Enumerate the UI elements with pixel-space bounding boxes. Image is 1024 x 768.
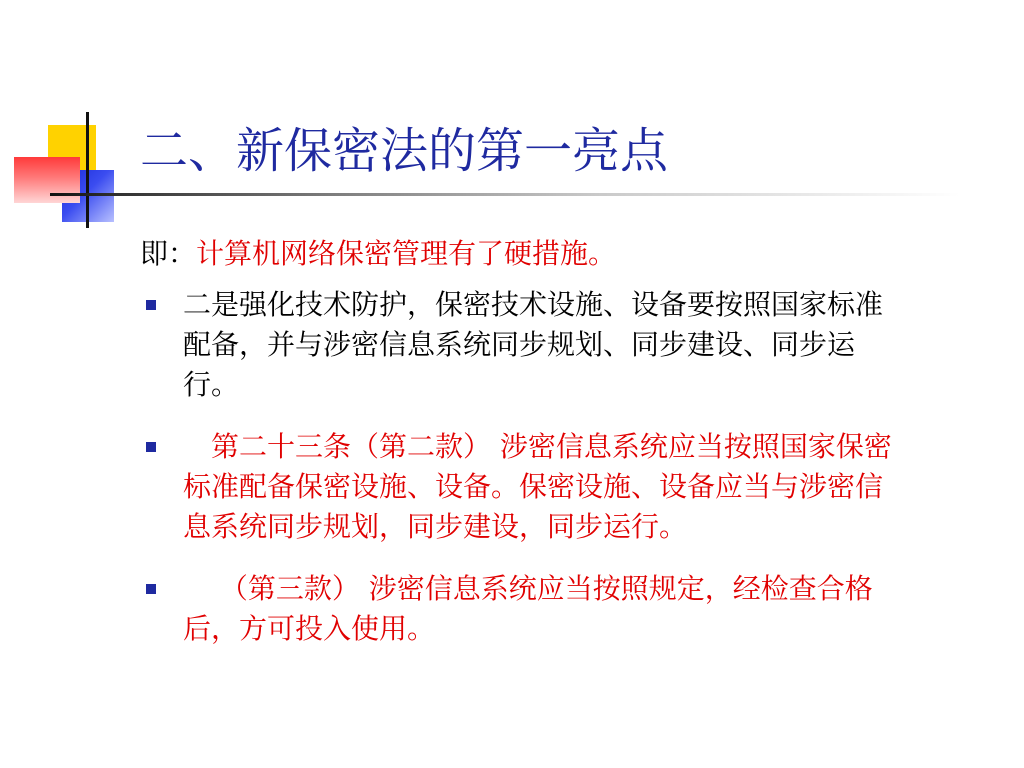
bullet-square-icon (146, 584, 156, 594)
decorative-red-square (14, 157, 80, 203)
bullet-text: 第二十三条（第二款） 涉密信息系统应当按照国家保密标准配备保密设施、设备。保密设施、设备应当与涉密信息系统同步规划，同步建设，同步运行。 (183, 430, 892, 543)
bullet-square-icon (146, 300, 156, 310)
intro-highlight: 计算机网络保密管理有了硬措施。 (196, 237, 617, 270)
bullet-text: 二是强化技术防护，保密技术设施、设备要按照国家标准配备，并与涉密信息系统同步规划、同步建设、同步运行。 (183, 288, 884, 401)
bullet-text: （第三款） 涉密信息系统应当按照规定，经检查合格后，方可投入使用。 (183, 572, 873, 645)
intro-line (140, 232, 616, 276)
bullet-item-article-23-clause-2 (140, 427, 900, 547)
decorative-vertical-line (86, 112, 89, 228)
bullet-square-icon (146, 442, 156, 452)
bullet-list (140, 285, 900, 671)
bullet-item-article-23-clause-3 (140, 569, 900, 649)
intro-prefix: 即： (140, 237, 197, 270)
bullet-item-technical-protection (140, 285, 900, 405)
slide-title: 二、新保密法的第一亮点 (140, 123, 669, 179)
title-underline (50, 193, 960, 196)
